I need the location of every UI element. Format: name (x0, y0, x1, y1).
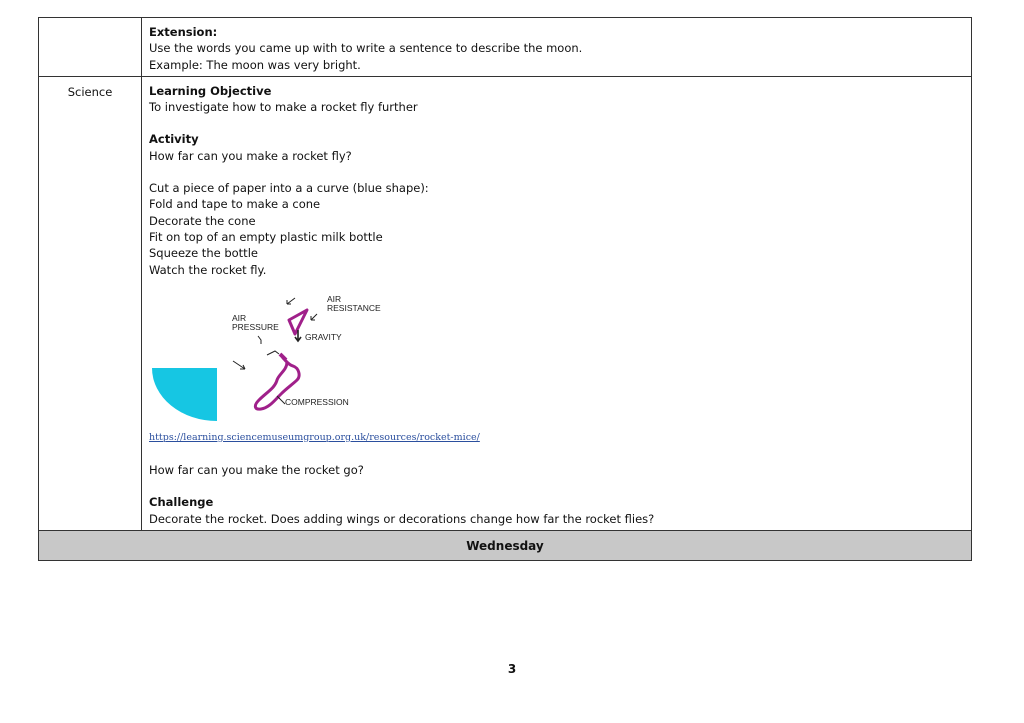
label-compression: COMPRESSION (285, 396, 349, 407)
step-item: Watch the rocket fly. (149, 262, 267, 277)
label-air-resistance-2: RESISTANCE (327, 302, 381, 313)
day-header: Wednesday (39, 531, 972, 561)
day-header-row (39, 531, 972, 561)
step-item: Squeeze the bottle (149, 246, 258, 261)
page-number: 3 (507, 662, 517, 676)
label-air-pressure-2: PRESSURE (232, 321, 279, 332)
extension-example: Example: The moon was very bright. (149, 57, 361, 72)
paper-curve-shape (152, 368, 217, 421)
challenge-heading: Challenge (149, 495, 214, 510)
objective-text: To investigate how to make a rocket fly further (149, 100, 418, 115)
science-row (39, 76, 972, 530)
step-item: Decorate the cone (149, 213, 256, 228)
label-air-resistance-1: AIR (327, 293, 342, 304)
extension-row (39, 18, 972, 77)
activity-question: How far can you make a rocket fly? (149, 148, 352, 163)
activity-heading: Activity (149, 132, 199, 147)
bottle-cap (280, 354, 286, 360)
challenge-text: Decorate the rocket. Does adding wings or decorations change how far the rocket flies? (149, 511, 655, 526)
step-item: Fold and tape to make a cone (149, 197, 321, 212)
step-item: Fit on top of an empty plastic milk bottle (149, 229, 383, 244)
science-content (142, 76, 972, 530)
subject-cell-empty (39, 18, 142, 77)
followup-question: How far can you make the rocket go? (149, 463, 364, 478)
resource-link[interactable]: https://learning.sciencemuseumgroup.org.uk/resources/rocket-mice/ (149, 431, 480, 443)
rocket-diagram (149, 288, 409, 428)
extension-heading: Extension: (149, 25, 218, 39)
label-gravity: GRAVITY (305, 331, 342, 342)
extension-content (142, 18, 972, 77)
lesson-plan-sheet (38, 17, 972, 561)
extension-line: Use the words you came up with to write a sentence to describe the moon. (149, 41, 583, 56)
subject-cell-science: Science (39, 76, 142, 530)
label-air-pressure-1: AIR (232, 312, 247, 323)
step-item: Cut a piece of paper into a a curve (blue shape): (149, 181, 429, 196)
lesson-table (38, 17, 972, 561)
objective-heading: Learning Objective (149, 83, 272, 98)
